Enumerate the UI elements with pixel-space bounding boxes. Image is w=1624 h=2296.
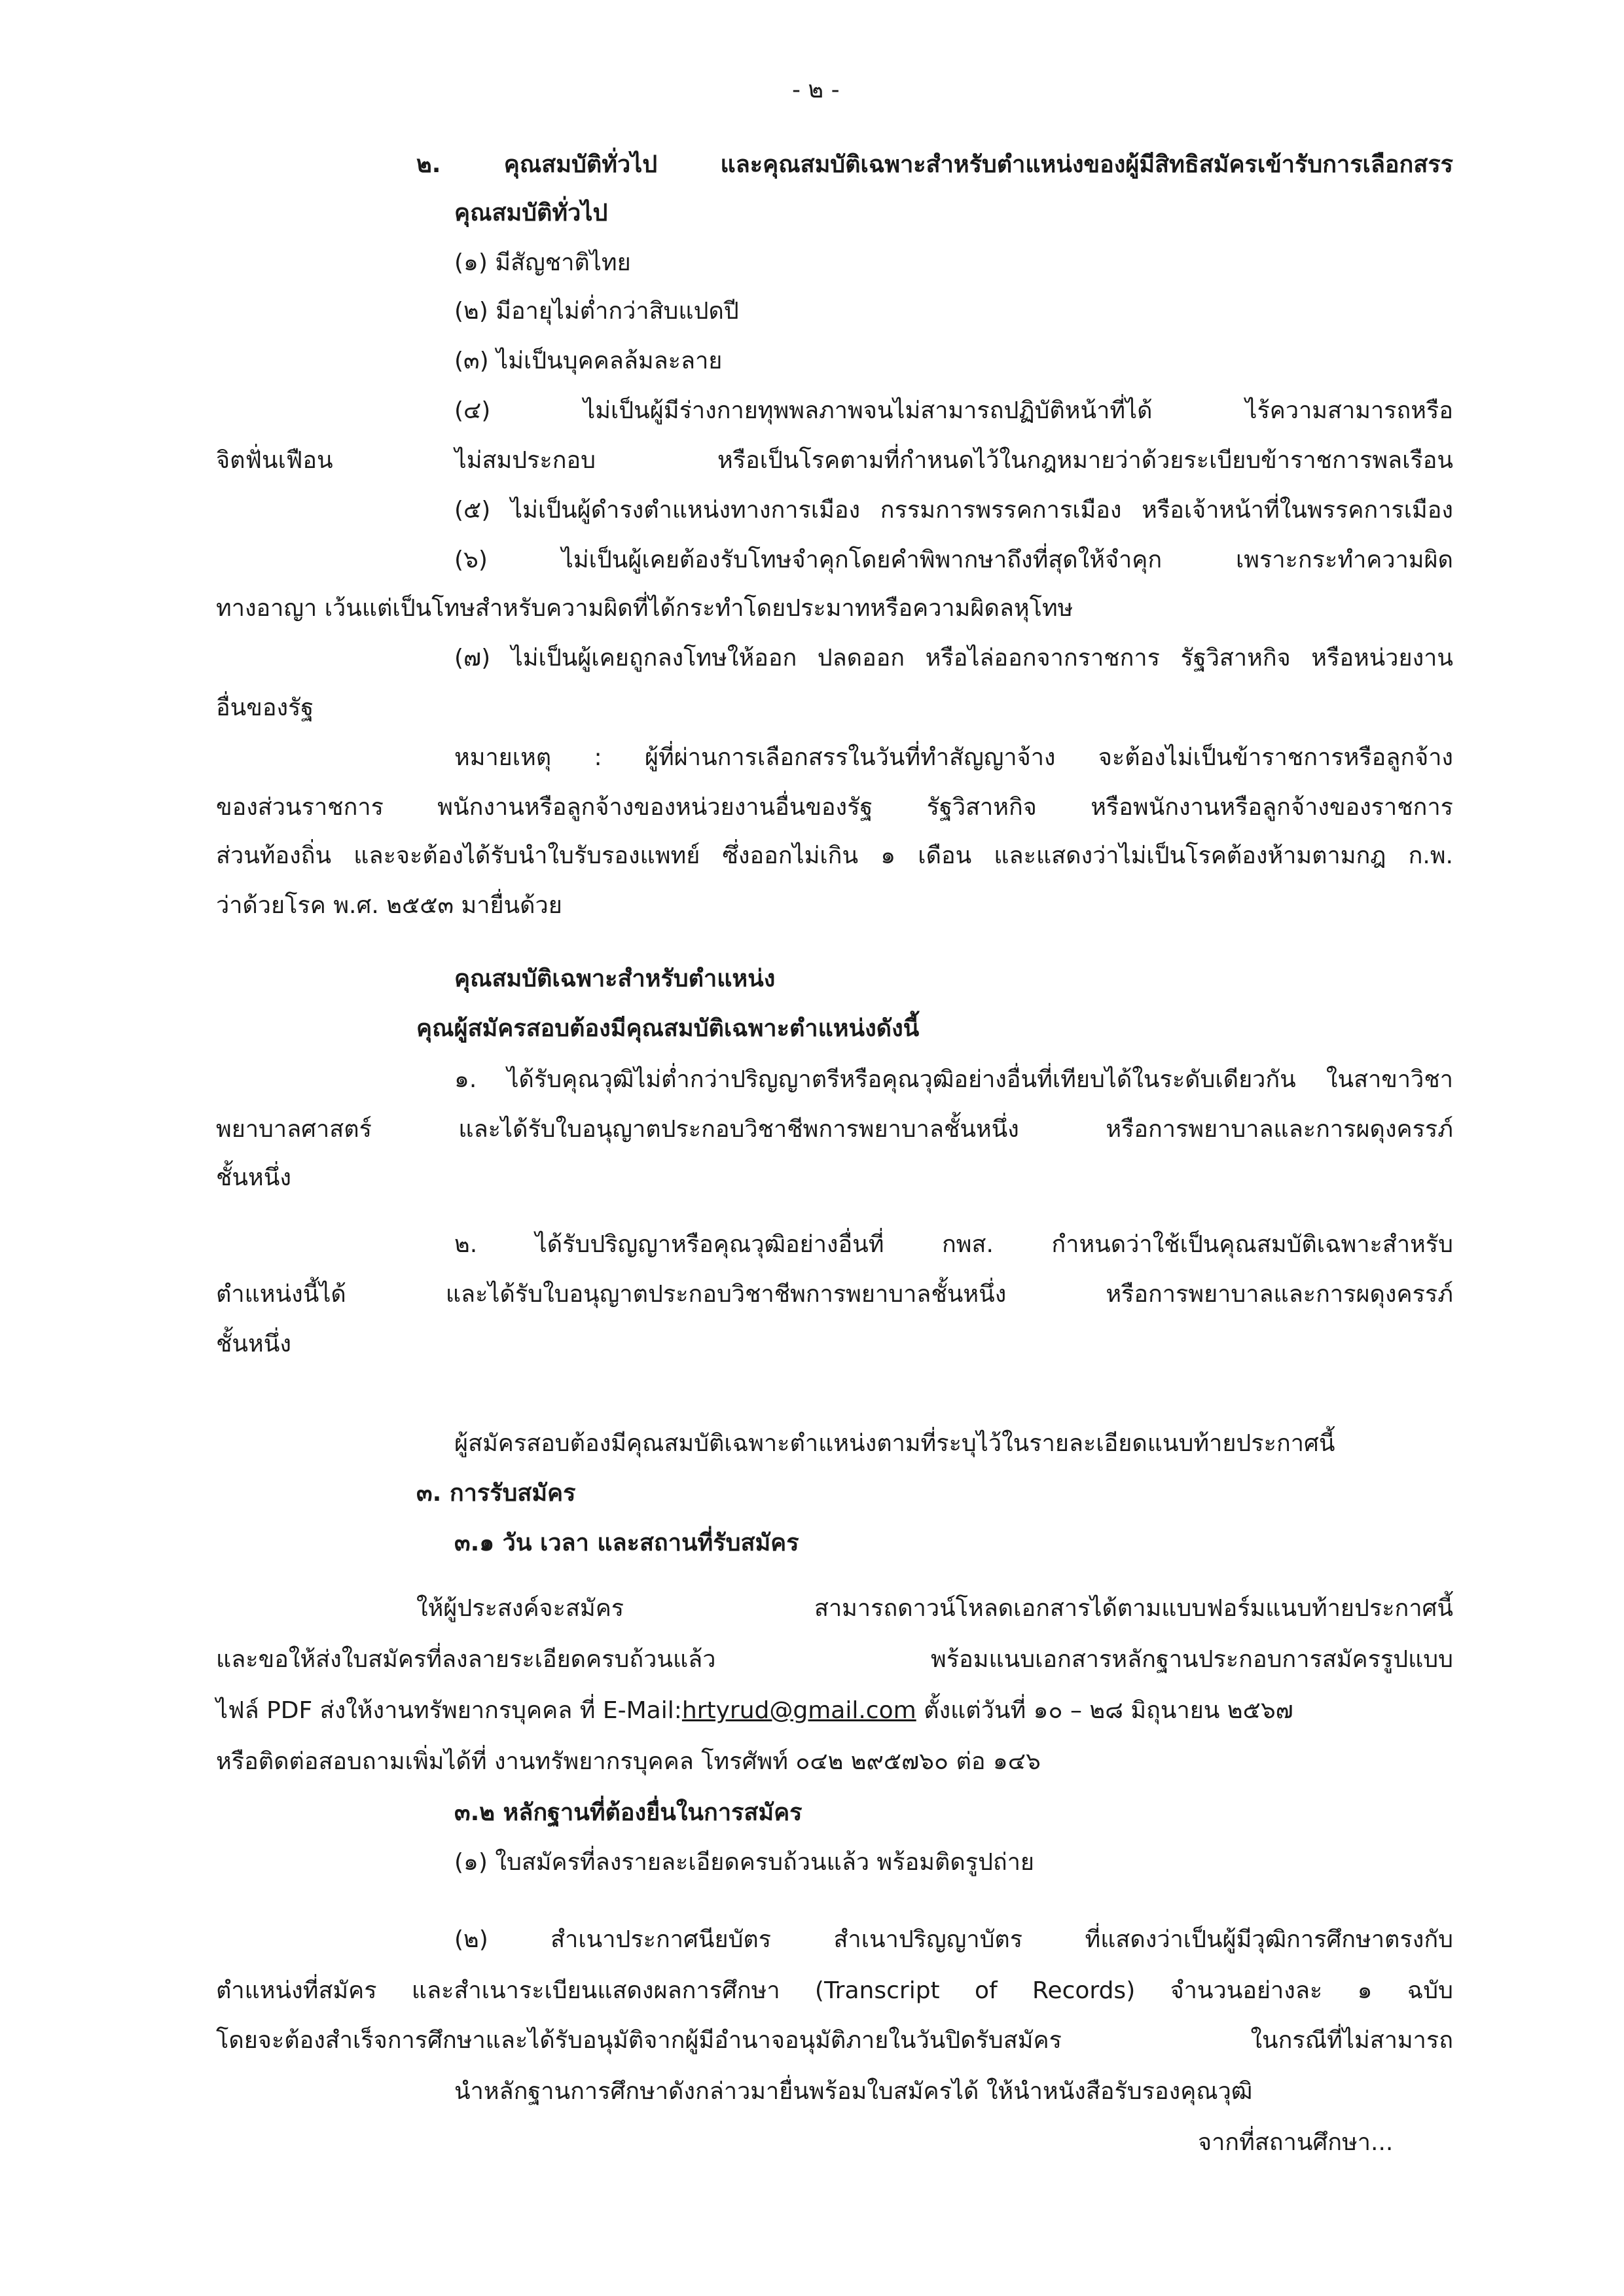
general-item-7: (๗) ไม่เป็นผู้เคยถูกลงโทษให้ออก ปลดออก หรือไล่ออกจากราชการ รัฐวิสาหกิจ หรือหน่วยงาน [454,645,1453,672]
note-line-3: ส่วนท้องถิ่น และจะต้องได้รับนำใบรับรองแพทย์ ซึ่งออกไม่เกิน ๑ เดือน และแสดงว่าไม่เป็นโรคต้องห้ามตามกฎ ก.พ. [216,842,1453,869]
general-item-5: (๕) ไม่เป็นผู้ดำรงตำแหน่งทางการเมือง กรรมการพรรคการเมือง หรือเจ้าหน้าที่ในพรรคการเมือง [454,497,1453,524]
note-line-4: ว่าด้วยโรค พ.ศ. ๒๕๕๓ มายื่นด้วย [216,892,562,919]
section-3-2-item-1: (๑) ใบสมัครที่ลงรายละเอียดครบถ้วนแล้ว พร้อมติดรูปถ่าย [454,1849,1035,1876]
section-3-2-item-2-cont-3: นำหลักฐานการศึกษาดังกล่าวมายื่นพร้อมใบสมัครได้ ให้นำหนังสือรับรองคุณวุฒิ [454,2078,1253,2105]
specific-item-2: ๒. ได้รับปริญญาหรือคุณวุฒิอย่างอื่นที่ กพส. กำหนดว่าใช้เป็นคุณสมบัติเฉพาะสำหรับ [454,1231,1453,1258]
general-item-6: (๖) ไม่เป็นผู้เคยต้องรับโทษจำคุกโดยคำพิพากษาถึงที่สุดให้จำคุก เพราะกระทำความผิด [454,547,1453,573]
specific-item-1-cont: พยาบาลศาสตร์ และได้รับใบอนุญาตประกอบวิชาชีพการพยาบาลชั้นหนึ่ง หรือการพยาบาลและการผดุงครรภ์ [216,1116,1453,1143]
section-3-1-line-2: และขอให้ส่งใบสมัครที่ลงลายระเอียดครบถ้วนแล้ว พร้อมแนบเอกสารหลักฐานประกอบการสมัครรูปแบบ [216,1646,1453,1673]
section-3-1-title: ๓.๑ วัน เวลา และสถานที่รับสมัคร [454,1530,799,1556]
section-3-2-title: ๓.๒ หลักฐานที่ต้องยื่นในการสมัคร [454,1799,803,1826]
specific-qualifications-title: คุณสมบัติเฉพาะสำหรับตำแหน่ง [454,965,776,992]
specific-item-2-cont: ตำแหน่งนี้ได้ และได้รับใบอนุญาตประกอบวิชาชีพการพยาบาลชั้นหนึ่ง หรือการพยาบาลและการผดุงครรภ์ [216,1281,1453,1308]
note-line-2: ของส่วนราชการ พนักงานหรือลูกจ้างของหน่วยงานอื่นของรัฐ รัฐวิสาหกิจ หรือพนักงานหรือลูกจ้างของราชการ [216,794,1453,821]
specific-closing: ผู้สมัครสอบต้องมีคุณสมบัติเฉพาะตำแหน่งตามที่ระบุไว้ในรายละเอียดแนบท้ายประกาศนี้ [454,1430,1335,1457]
section-3-heading: ๓. การรับสมัคร [416,1480,576,1507]
general-item-4-cont: จิตฟั่นเฟือน ไม่สมประกอบ หรือเป็นโรคตามที่กำหนดไว้ในกฎหมายว่าด้วยระเบียบข้าราชการพลเรือน [216,447,1453,474]
section-3-1-email-line [216,1694,1293,1728]
email-line-suffix: ตั้งแต่วันที่ ๑๐ – ๒๘ มิถุนายน ๒๕๖๗ [916,1697,1293,1724]
general-qualifications-title: คุณสมบัติทั่วไป [454,200,608,226]
section-3-1-line-1: ให้ผู้ประสงค์จะสมัคร สามารถดาวน์โหลดเอกสารได้ตามแบบฟอร์มแนบท้ายประกาศนี้ [416,1595,1453,1622]
email-line-prefix: ไฟล์ PDF ส่งให้งานทรัพยากรบุคคล ที่ E-Mail: [216,1697,682,1724]
section-3-1-contact-line: หรือติดต่อสอบถามเพิ่มได้ที่ งานทรัพยากรบุคคล โทรศัพท์ ๐๔๒ ๒๙๕๗๖๐ ต่อ ๑๔๖ [216,1748,1041,1775]
specific-item-2-cont-2: ชั้นหนึ่ง [216,1331,291,1357]
general-item-1: (๑) มีสัญชาติไทย [454,249,631,276]
general-item-2: (๒) มีอายุไม่ต่ำกว่าสิบแปดปี [454,298,739,325]
continuation-marker: จากที่สถานศึกษา... [1198,2129,1394,2156]
section-3-2-item-2-cont: ตำแหน่งที่สมัคร และสำเนาระเบียนแสดงผลการศึกษา (Transcript of Records) จำนวนอย่างละ ๑ ฉบับ [216,1977,1453,2004]
general-item-4: (๔) ไม่เป็นผู้มีร่างกายทุพพลภาพจนไม่สามารถปฏิบัติหน้าที่ได้ ไร้ความสามารถหรือ [454,397,1453,424]
page-number: - ๒ - [792,77,840,103]
email-link[interactable]: hrtyrud@gmail.com [681,1697,916,1724]
specific-intro: คุณผู้สมัครสอบต้องมีคุณสมบัติเฉพาะตำแหน่งดังนี้ [416,1015,920,1042]
note-line-1: หมายเหตุ : ผู้ที่ผ่านการเลือกสรรในวันที่ทำสัญญาจ้าง จะต้องไม่เป็นข้าราชการหรือลูกจ้าง [454,744,1453,771]
general-item-3: (๓) ไม่เป็นบุคคลล้มละลาย [454,348,723,374]
specific-item-1: ๑. ได้รับคุณวุฒิไม่ต่ำกว่าปริญญาตรีหรือคุณวุฒิอย่างอื่นที่เทียบได้ในระดับเดียวกัน ในสาขาวิชา [454,1066,1453,1093]
general-item-6-cont: ทางอาญา เว้นแต่เป็นโทษสำหรับความผิดที่ได้กระทำโดยประมาทหรือความผิดลหุโทษ [216,595,1074,622]
section-3-2-item-2-cont-2: โดยจะต้องสำเร็จการศึกษาและได้รับอนุมัติจากผู้มีอำนาจอนุมัติภายในวันปิดรับสมัคร ในกรณีที่ไม่สามารถ [216,2027,1453,2054]
general-item-7-cont: อื่นของรัฐ [216,694,314,721]
specific-item-1-cont-2: ชั้นหนึ่ง [216,1164,291,1191]
section-3-2-item-2: (๒) สำเนาประกาศนียบัตร สำเนาปริญญาบัตร ที่แสดงว่าเป็นผู้มีวุฒิการศึกษาตรงกับ [454,1926,1453,1953]
section-2-heading: ๒. คุณสมบัติทั่วไป และคุณสมบัติเฉพาะสำหรับตำแหน่งของผู้มีสิทธิสมัครเข้ารับการเลือกสรร [416,151,1453,178]
